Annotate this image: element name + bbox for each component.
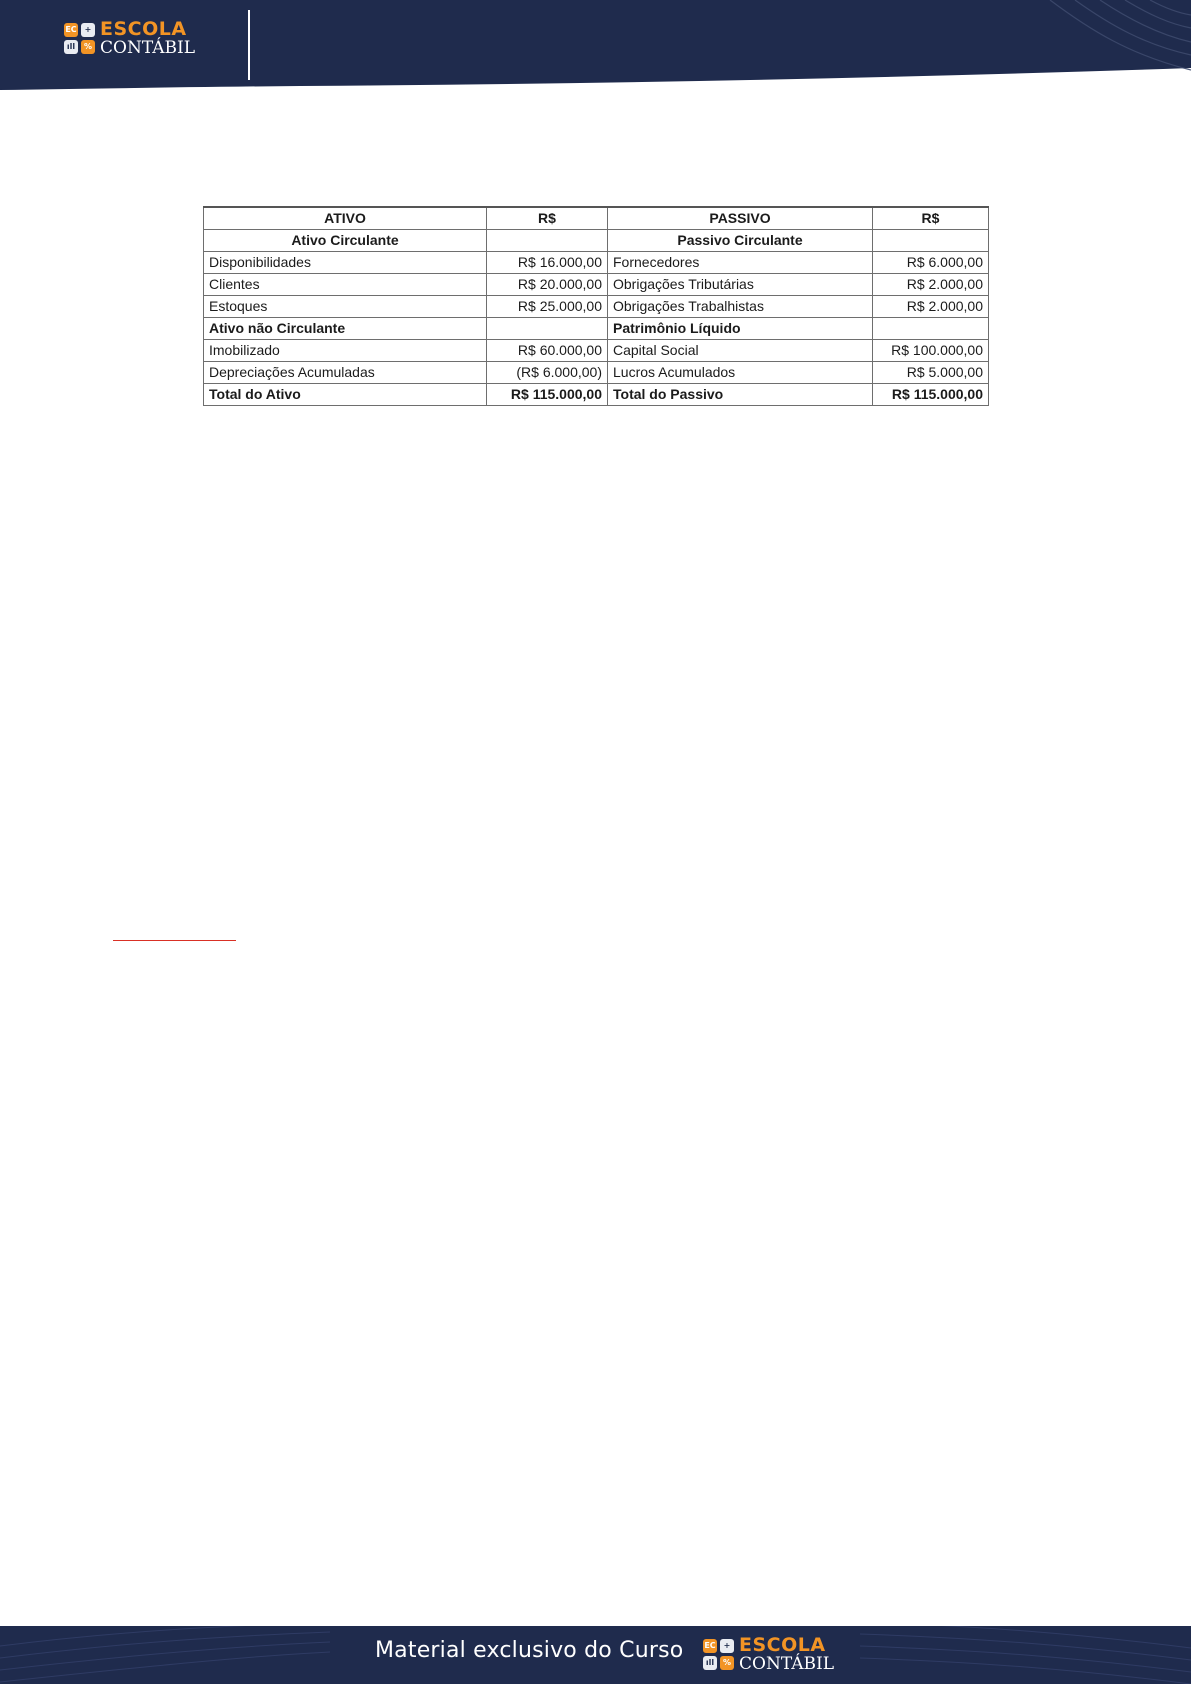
ativo-value: (R$ 6.000,00): [487, 361, 608, 383]
logo-mark-bars: ıll: [64, 40, 78, 54]
table-row: [204, 251, 989, 273]
ativo-label: Disponibilidades: [204, 251, 487, 273]
ativo-value: R$ 20.000,00: [487, 273, 608, 295]
table-row: [204, 295, 989, 317]
footer-text: Material exclusivo do Curso: [375, 1638, 684, 1663]
ativo-value: [487, 317, 608, 339]
logo-word-escola: ESCOLA: [100, 18, 187, 40]
passivo-label: Fornecedores: [608, 251, 873, 273]
footer-logo[interactable]: [703, 1636, 834, 1673]
ativo-value: R$ 60.000,00: [487, 339, 608, 361]
ativo-label: Clientes: [204, 273, 487, 295]
table-header-row: [204, 207, 989, 229]
passivo-label: Obrigações Tributárias: [608, 273, 873, 295]
header-ativo: ATIVO: [204, 207, 487, 229]
ativo-label: Depreciações Acumuladas: [204, 361, 487, 383]
passivo-value: R$ 100.000,00: [873, 339, 989, 361]
header-divider: [248, 10, 250, 80]
table-row: [204, 361, 989, 383]
total-passivo-value: R$ 115.000,00: [873, 383, 989, 405]
passivo-label: Obrigações Trabalhistas: [608, 295, 873, 317]
balance-sheet-table: [203, 206, 989, 406]
passivo-value: R$ 6.000,00: [873, 251, 989, 273]
logo-mark-percent: %: [720, 1656, 734, 1670]
header-passivo: PASSIVO: [608, 207, 873, 229]
logo-word-escola: ESCOLA: [739, 1634, 826, 1656]
passivo-label: Patrimônio Líquido: [608, 317, 873, 339]
ativo-label: Ativo não Circulante: [204, 317, 487, 339]
logo-word-contabil: CONTÁBIL: [739, 1654, 835, 1674]
logo-mark-icon: [64, 23, 95, 54]
page-footer: [0, 1626, 1191, 1684]
table-total-row: [204, 383, 989, 405]
ativo-value: R$ 25.000,00: [487, 295, 608, 317]
table-row: [204, 339, 989, 361]
ativo-label: Estoques: [204, 295, 487, 317]
header-ativo-value: R$: [487, 207, 608, 229]
passivo-value: [873, 317, 989, 339]
logo-mark-bars: ıll: [703, 1656, 717, 1670]
table-row: [204, 229, 989, 251]
logo-mark-icon: [703, 1639, 734, 1670]
logo-mark-plus: +: [81, 23, 95, 37]
red-underline: [113, 940, 236, 941]
passivo-value: [873, 229, 989, 251]
page-header: [0, 0, 1191, 92]
passivo-value: R$ 2.000,00: [873, 295, 989, 317]
logo-mark-ec: EC: [64, 23, 78, 37]
passivo-label: Lucros Acumulados: [608, 361, 873, 383]
passivo-label: Capital Social: [608, 339, 873, 361]
table-row: [204, 317, 989, 339]
header-logo[interactable]: [64, 20, 195, 57]
total-ativo-value: R$ 115.000,00: [487, 383, 608, 405]
logo-mark-plus: +: [720, 1639, 734, 1653]
passivo-value: R$ 5.000,00: [873, 361, 989, 383]
passivo-value: R$ 2.000,00: [873, 273, 989, 295]
ativo-value: [487, 229, 608, 251]
ativo-label: Imobilizado: [204, 339, 487, 361]
table-row: [204, 273, 989, 295]
ativo-value: R$ 16.000,00: [487, 251, 608, 273]
logo-mark-ec: EC: [703, 1639, 717, 1653]
logo-mark-percent: %: [81, 40, 95, 54]
ativo-label: Ativo Circulante: [204, 229, 487, 251]
header-passivo-value: R$: [873, 207, 989, 229]
passivo-label: Passivo Circulante: [608, 229, 873, 251]
total-ativo-label: Total do Ativo: [204, 383, 487, 405]
total-passivo-label: Total do Passivo: [608, 383, 873, 405]
logo-word-contabil: CONTÁBIL: [100, 38, 196, 58]
